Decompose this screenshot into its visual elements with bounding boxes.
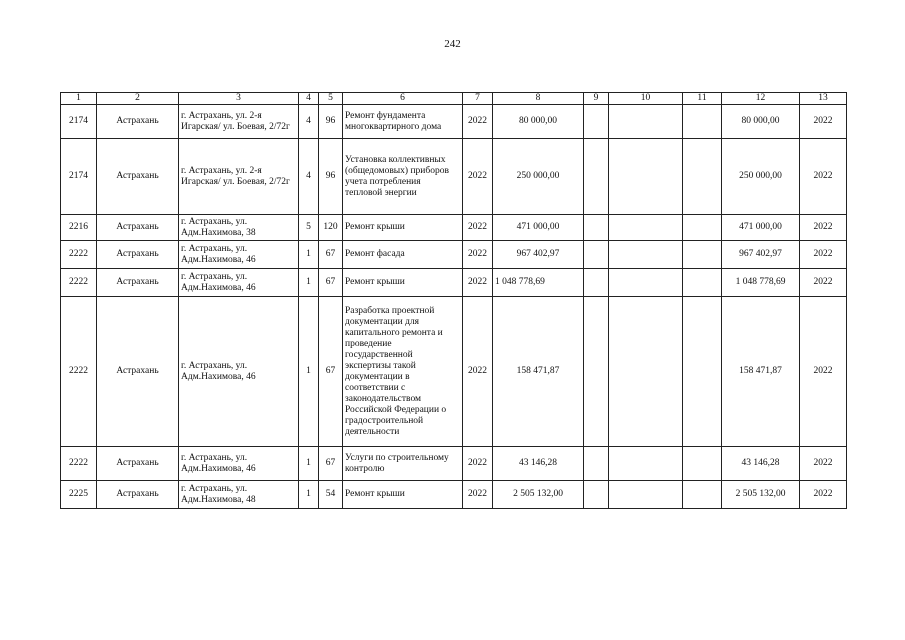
year-cell: 2022: [463, 241, 493, 269]
column-header: 4: [299, 93, 319, 105]
col9-cell: [584, 481, 609, 509]
total-cost-cell: 967 402,97: [722, 241, 800, 269]
work-type-cell: Установка коллективных (общедомовых) приборов учета потребления тепловой энергии: [343, 139, 463, 215]
col11-cell: [683, 481, 722, 509]
col5-cell: 96: [319, 105, 343, 139]
column-header: 11: [683, 93, 722, 105]
object-id-cell: 2222: [61, 447, 97, 481]
col9-cell: [584, 447, 609, 481]
year-cell: 2022: [463, 481, 493, 509]
cost-cell: 2 505 132,00: [493, 481, 584, 509]
column-header: 8: [493, 93, 584, 105]
col11-cell: [683, 215, 722, 241]
col11-cell: [683, 105, 722, 139]
end-year-cell: 2022: [800, 139, 847, 215]
col5-cell: 67: [319, 269, 343, 297]
table-row: [61, 297, 847, 447]
end-year-cell: 2022: [800, 241, 847, 269]
year-cell: 2022: [463, 139, 493, 215]
table-row: [61, 481, 847, 509]
col4-cell: 5: [299, 215, 319, 241]
total-cost-cell: 250 000,00: [722, 139, 800, 215]
work-type-cell: Ремонт крыши: [343, 481, 463, 509]
total-cost-cell: 158 471,87: [722, 297, 800, 447]
col11-cell: [683, 297, 722, 447]
end-year-cell: 2022: [800, 215, 847, 241]
year-cell: 2022: [463, 297, 493, 447]
col4-cell: 4: [299, 105, 319, 139]
cost-cell: 80 000,00: [493, 105, 584, 139]
municipality-cell: Астрахань: [97, 447, 179, 481]
col11-cell: [683, 269, 722, 297]
col11-cell: [683, 447, 722, 481]
col9-cell: [584, 215, 609, 241]
col10-cell: [609, 215, 683, 241]
address-cell: г. Астрахань, ул. 2-я Игарская/ ул. Боевая, 2/72г: [179, 139, 299, 215]
cost-cell: 967 402,97: [493, 241, 584, 269]
object-id-cell: 2174: [61, 105, 97, 139]
total-cost-cell: 80 000,00: [722, 105, 800, 139]
capital-repair-table: [60, 92, 847, 509]
cost-cell: 158 471,87: [493, 297, 584, 447]
column-header: 6: [343, 93, 463, 105]
table-row: [61, 241, 847, 269]
col10-cell: [609, 241, 683, 269]
col11-cell: [683, 241, 722, 269]
column-header: 5: [319, 93, 343, 105]
column-header: 3: [179, 93, 299, 105]
total-cost-cell: 471 000,00: [722, 215, 800, 241]
col5-cell: 54: [319, 481, 343, 509]
address-cell: г. Астрахань, ул. Адм.Нахимова, 46: [179, 269, 299, 297]
column-header: 13: [800, 93, 847, 105]
year-cell: 2022: [463, 447, 493, 481]
col5-cell: 67: [319, 241, 343, 269]
col5-cell: 67: [319, 447, 343, 481]
end-year-cell: 2022: [800, 105, 847, 139]
work-type-cell: Ремонт фундамента многоквартирного дома: [343, 105, 463, 139]
col4-cell: 1: [299, 269, 319, 297]
total-cost-cell: 1 048 778,69: [722, 269, 800, 297]
col10-cell: [609, 297, 683, 447]
address-cell: г. Астрахань, ул. Адм.Нахимова, 46: [179, 447, 299, 481]
work-type-cell: Ремонт крыши: [343, 215, 463, 241]
table-row: [61, 105, 847, 139]
address-cell: г. Астрахань, ул. 2-я Игарская/ ул. Боевая, 2/72г: [179, 105, 299, 139]
col10-cell: [609, 481, 683, 509]
end-year-cell: 2022: [800, 269, 847, 297]
work-type-cell: Разработка проектной документации для капитального ремонта и проведение государственной экспертизы такой документации в соответствии с законодательством Российской Федерации о градостроительной деятельности: [343, 297, 463, 447]
year-cell: 2022: [463, 215, 493, 241]
municipality-cell: Астрахань: [97, 215, 179, 241]
col5-cell: 120: [319, 215, 343, 241]
end-year-cell: 2022: [800, 297, 847, 447]
col9-cell: [584, 269, 609, 297]
table-row: [61, 215, 847, 241]
object-id-cell: 2225: [61, 481, 97, 509]
municipality-cell: Астрахань: [97, 105, 179, 139]
col9-cell: [584, 105, 609, 139]
year-cell: 2022: [463, 269, 493, 297]
object-id-cell: 2174: [61, 139, 97, 215]
work-type-cell: Ремонт крыши: [343, 269, 463, 297]
municipality-cell: Астрахань: [97, 297, 179, 447]
year-cell: 2022: [463, 105, 493, 139]
cost-cell: 250 000,00: [493, 139, 584, 215]
municipality-cell: Астрахань: [97, 139, 179, 215]
cost-cell: 43 146,28: [493, 447, 584, 481]
object-id-cell: 2222: [61, 241, 97, 269]
municipality-cell: Астрахань: [97, 241, 179, 269]
col5-cell: 96: [319, 139, 343, 215]
col4-cell: 1: [299, 481, 319, 509]
address-cell: г. Астрахань, ул. Адм.Нахимова, 46: [179, 297, 299, 447]
col4-cell: 1: [299, 447, 319, 481]
object-id-cell: 2216: [61, 215, 97, 241]
col4-cell: 1: [299, 297, 319, 447]
col9-cell: [584, 297, 609, 447]
col4-cell: 1: [299, 241, 319, 269]
col9-cell: [584, 241, 609, 269]
end-year-cell: 2022: [800, 481, 847, 509]
total-cost-cell: 2 505 132,00: [722, 481, 800, 509]
table-row: [61, 269, 847, 297]
table-row: [61, 447, 847, 481]
municipality-cell: Астрахань: [97, 269, 179, 297]
object-id-cell: 2222: [61, 297, 97, 447]
table-row: [61, 139, 847, 215]
address-cell: г. Астрахань, ул. Адм.Нахимова, 46: [179, 241, 299, 269]
total-cost-cell: 43 146,28: [722, 447, 800, 481]
col4-cell: 4: [299, 139, 319, 215]
column-header: 9: [584, 93, 609, 105]
address-cell: г. Астрахань, ул. Адм.Нахимова, 48: [179, 481, 299, 509]
col10-cell: [609, 139, 683, 215]
work-type-cell: Услуги по строительному контролю: [343, 447, 463, 481]
municipality-cell: Астрахань: [97, 481, 179, 509]
cost-cell: 471 000,00: [493, 215, 584, 241]
header-row: [61, 93, 847, 105]
column-header: 2: [97, 93, 179, 105]
end-year-cell: 2022: [800, 447, 847, 481]
col10-cell: [609, 105, 683, 139]
col11-cell: [683, 139, 722, 215]
column-header: 12: [722, 93, 800, 105]
cost-cell: 1 048 778,69: [493, 269, 584, 297]
work-type-cell: Ремонт фасада: [343, 241, 463, 269]
address-cell: г. Астрахань, ул. Адм.Нахимова, 38: [179, 215, 299, 241]
col5-cell: 67: [319, 297, 343, 447]
column-header: 10: [609, 93, 683, 105]
col9-cell: [584, 139, 609, 215]
col10-cell: [609, 447, 683, 481]
column-header: 1: [61, 93, 97, 105]
object-id-cell: 2222: [61, 269, 97, 297]
column-header: 7: [463, 93, 493, 105]
col10-cell: [609, 269, 683, 297]
page-number: 242: [444, 38, 461, 50]
